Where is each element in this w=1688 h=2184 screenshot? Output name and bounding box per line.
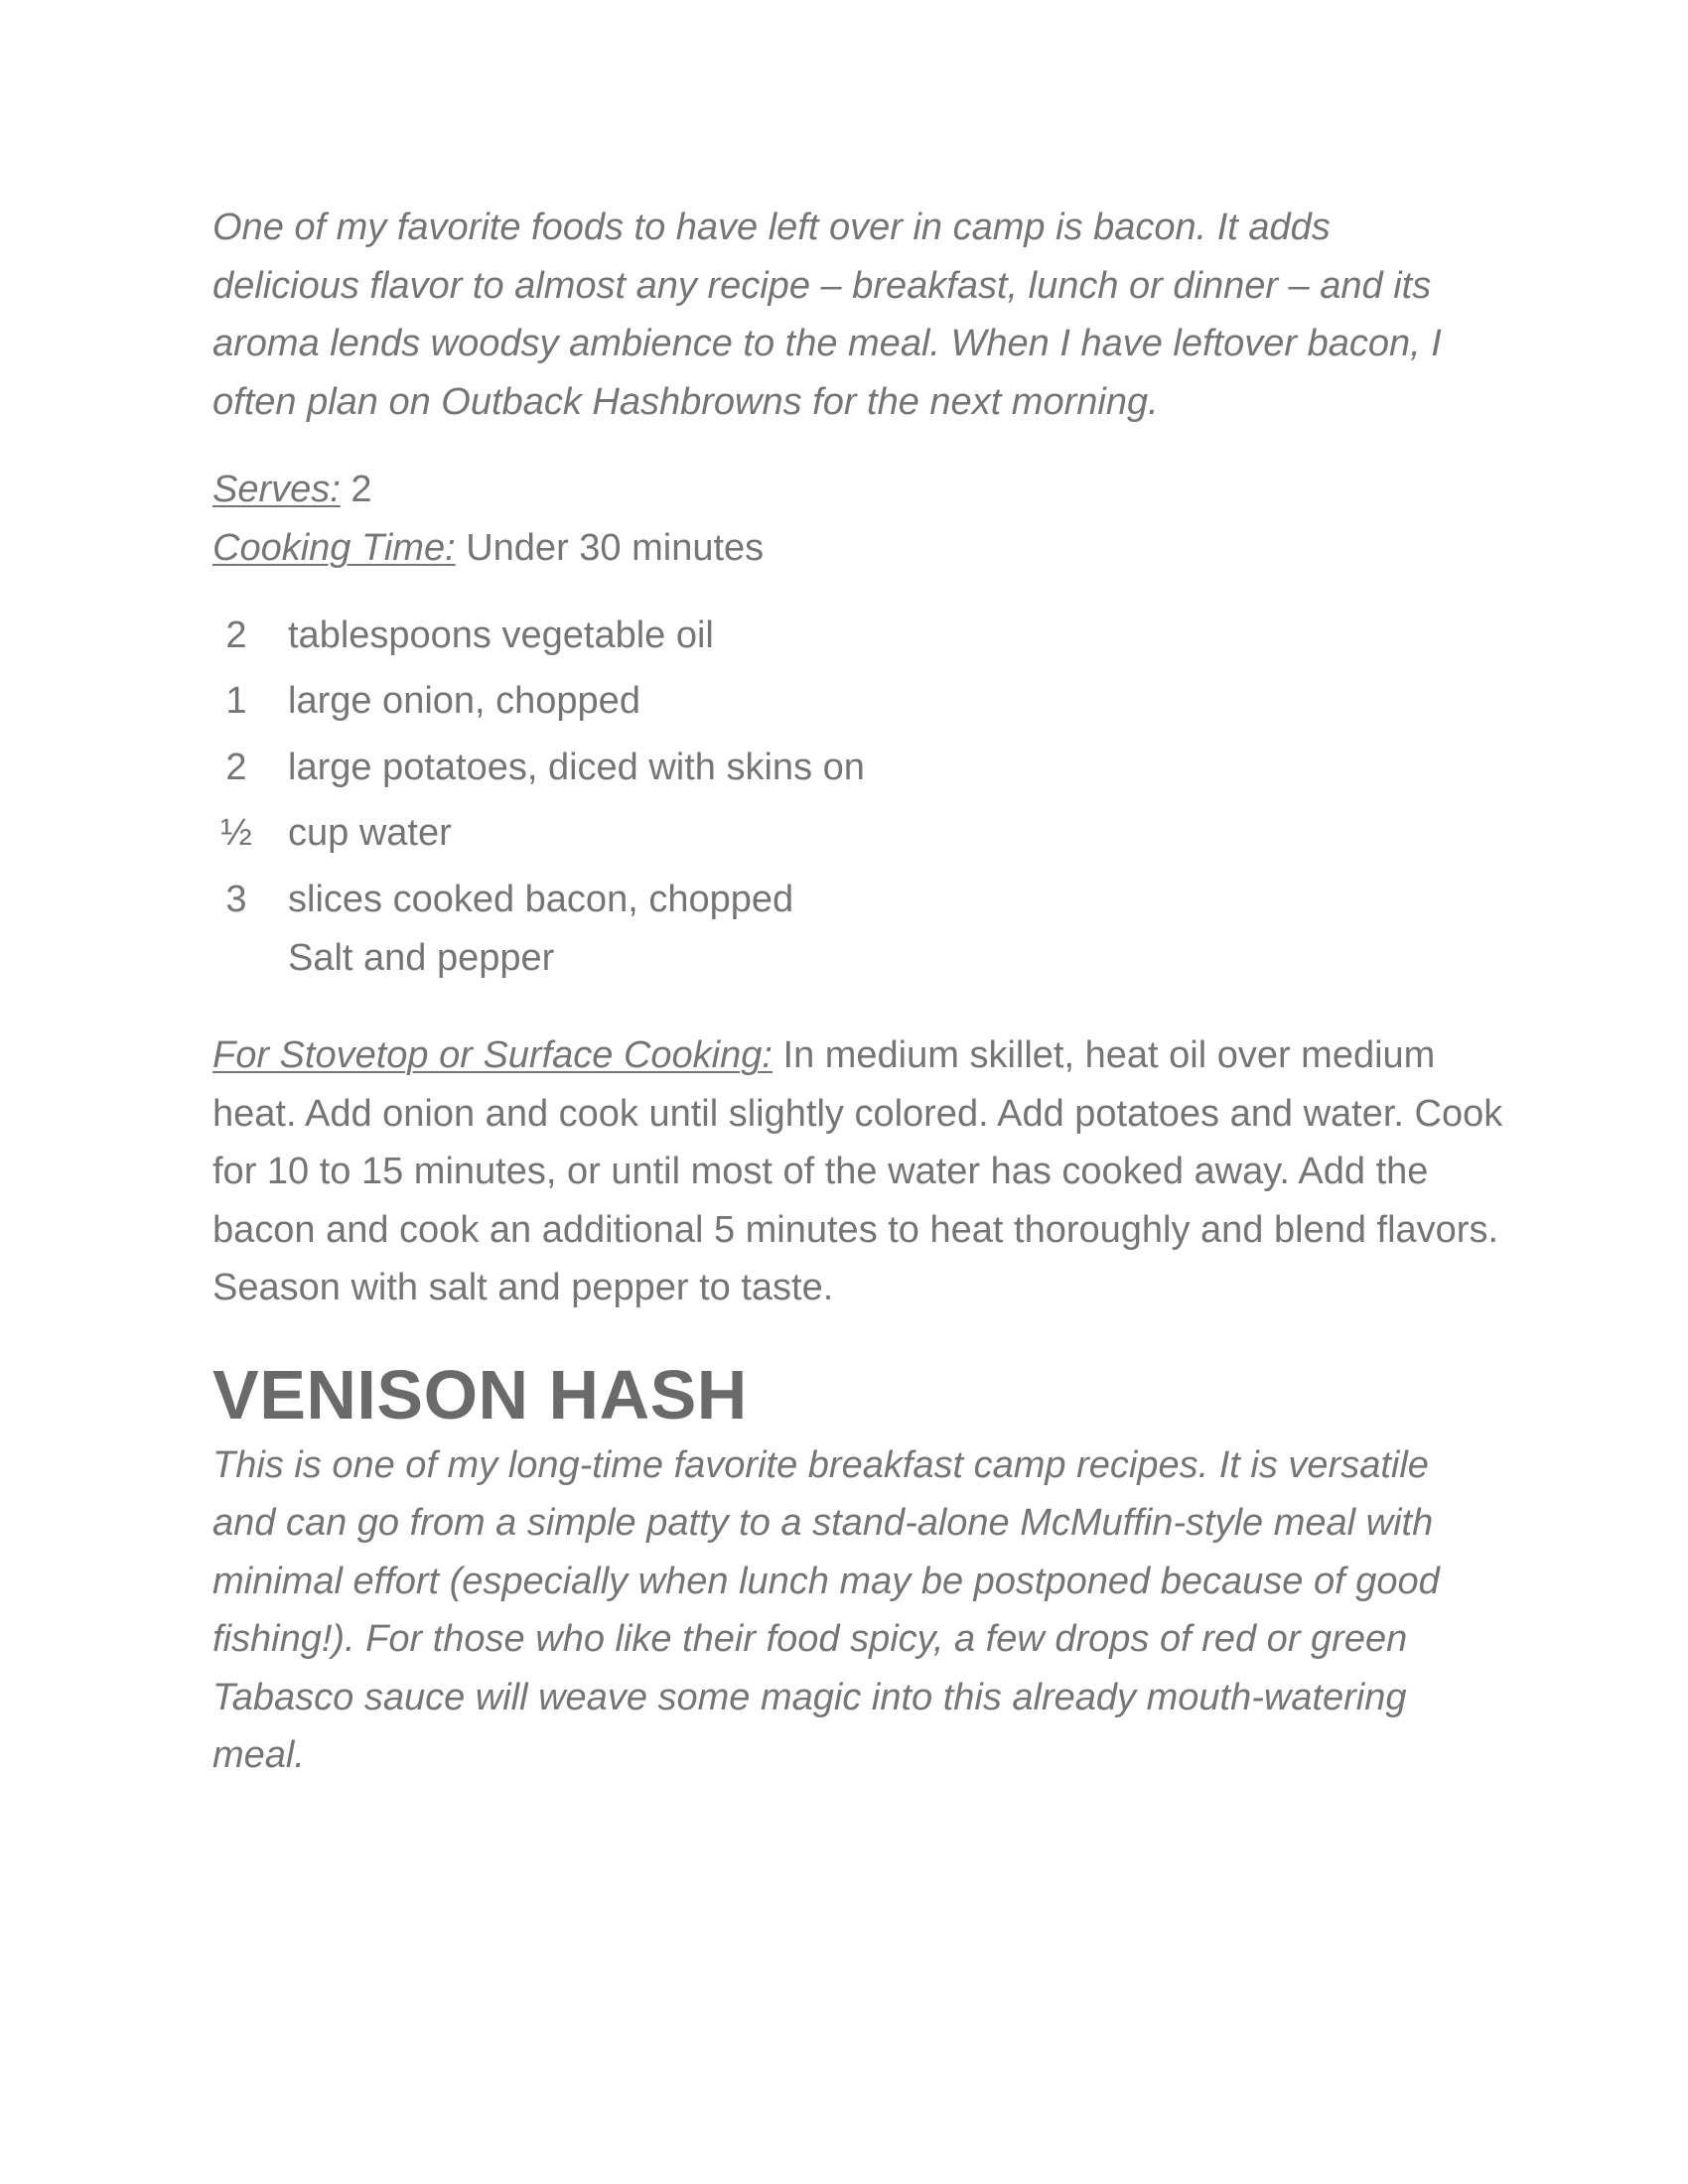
recipe-intro-2: This is one of my long-time favorite breakfast camp recipes. It is versatile and can go from a simple patty to a stand-alone McMuffin-style meal with minimal effort (especially when lunch may be postponed because of good fishing!). For those who like their food spicy, a few drops of red or green Tabasco sauce will weave some magic into this already mouth-watering meal.: [212, 1443, 1440, 1776]
ingredient-item: [212, 669, 1503, 736]
cooking-time-line: [212, 519, 1503, 578]
ingredient-name: large potatoes, diced with skins on: [288, 746, 865, 788]
recipe-intro: One of my favorite foods to have left over in camp is bacon. It adds delicious flavor to almost any recipe – breakfast, lunch or dinner – and its aroma lends woodsy ambience to the meal. When I have leftover bacon, I often plan on Outback Hashbrowns for the next morning.: [212, 206, 1442, 423]
ingredient-quantity: 2: [225, 614, 247, 656]
ingredient-item: [212, 867, 1503, 987]
ingredient-quantity: 2: [225, 746, 247, 788]
ingredient-extra: Salt and pepper: [288, 936, 555, 979]
cooking-time-label: Cooking Time:: [212, 526, 456, 569]
ingredient-item: [212, 603, 1503, 669]
serves-line: [212, 461, 1503, 519]
ingredient-item: [212, 735, 1503, 801]
ingredient-row: [212, 871, 1503, 929]
ingredient-list: [212, 603, 1503, 987]
cooking-method: [212, 1026, 1503, 1317]
ingredient-name: tablespoons vegetable oil: [288, 614, 714, 656]
method-text: In medium skillet, heat oil over medium heat. Add onion and cook until slightly colored. Add potatoes and water. Cook for 10 to 15 minutes, or until most of the water has cooked away. Add the bacon and cook an additional 5 minutes to heat thoroughly and blend flavors. Season with salt and pepper to taste.: [212, 1034, 1503, 1308]
ingredient-name: cup water: [288, 812, 452, 855]
cooking-time-value: Under 30 minutes: [466, 526, 765, 569]
serves-label: Serves:: [212, 469, 341, 510]
method-label: For Stovetop or Surface Cooking:: [212, 1034, 773, 1076]
ingredient-name: large onion, chopped: [288, 680, 640, 723]
serves-value: 2: [351, 469, 372, 510]
ingredient-name: slices cooked bacon, chopped: [288, 879, 794, 920]
recipe-meta: [212, 461, 1503, 577]
recipe-title: VENISON HASH: [212, 1355, 748, 1433]
ingredient-quantity: 1: [225, 680, 247, 723]
ingredient-item: [212, 801, 1503, 868]
document-page: [212, 199, 1503, 1785]
ingredient-quantity: ½: [220, 812, 252, 855]
ingredient-quantity: 3: [225, 879, 247, 920]
